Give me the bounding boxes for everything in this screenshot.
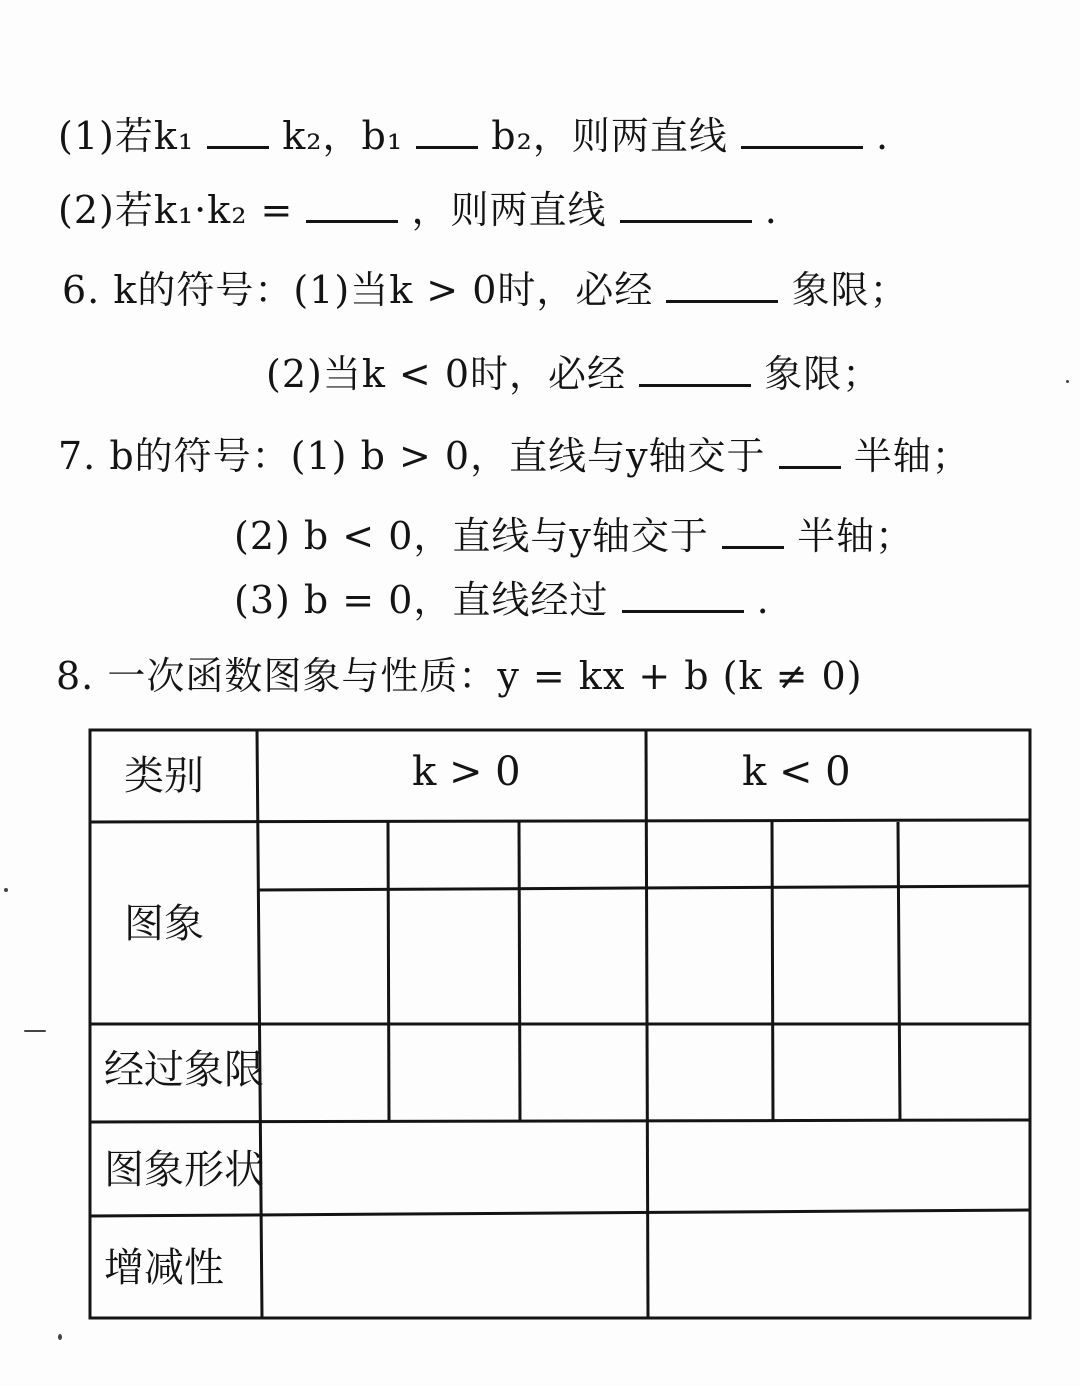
q6-prefix: 6. k的符号：(1)当k > 0时，必经 — [62, 268, 654, 312]
table-row-label-monotonicity: 增减性 — [104, 1245, 224, 1291]
q6-suffix: 象限； — [791, 268, 909, 312]
q5-1-end: . — [876, 114, 890, 158]
q5-1-mid2: b₂，则两直线 — [491, 114, 728, 158]
question-8-title: 8. 一次函数图象与性质：y = kx + b (k ≠ 0) — [56, 654, 863, 698]
q7-prefix: 7. b的符号：(1) b > 0，直线与y轴交于 — [58, 434, 766, 478]
q5-2-prefix: (2)若k₁·k₂ = — [58, 188, 294, 232]
table-header-k-positive: k > 0 — [412, 749, 521, 795]
table-inner-line — [257, 886, 1030, 890]
table-row-label-quadrants: 经过象限 — [104, 1047, 264, 1093]
table-subcol-divider — [388, 822, 389, 1122]
table-subcol-divider — [519, 822, 520, 1122]
q7-suffix: 半轴； — [853, 434, 971, 478]
q5-2-mid: ，则两直线 — [411, 188, 607, 232]
q6-2-suffix: 象限； — [764, 352, 882, 396]
q6-2-prefix: (2)当k < 0时，必经 — [266, 352, 627, 396]
scan-speck — [1066, 380, 1069, 383]
q5-2-end: . — [764, 188, 778, 232]
table-row-divider — [90, 1120, 1030, 1122]
table-row-label-graph: 图象 — [124, 901, 204, 947]
table-subcol-divider — [898, 822, 900, 1120]
q5-1-prefix: (1)若k₁ — [58, 114, 195, 158]
table-header-k-negative: k < 0 — [742, 749, 851, 795]
q7-2-suffix: 半轴； — [797, 514, 915, 558]
table-subcol-divider — [772, 822, 773, 1120]
q7-2-prefix: (2) b < 0，直线与y轴交于 — [234, 514, 709, 558]
q7-3-prefix: (3) b = 0，直线经过 — [234, 578, 609, 622]
table-header-category: 类别 — [124, 753, 204, 799]
q7-3-end: . — [756, 578, 770, 622]
table-row-divider — [90, 820, 1030, 822]
table-row-label-shape: 图象形状 — [104, 1147, 264, 1193]
q5-1-mid1: k₂，b₁ — [282, 114, 404, 158]
scan-speck — [4, 888, 8, 892]
table-row-divider — [90, 1210, 1030, 1216]
scan-speck — [58, 1334, 62, 1340]
scan-speck — [24, 1030, 46, 1032]
